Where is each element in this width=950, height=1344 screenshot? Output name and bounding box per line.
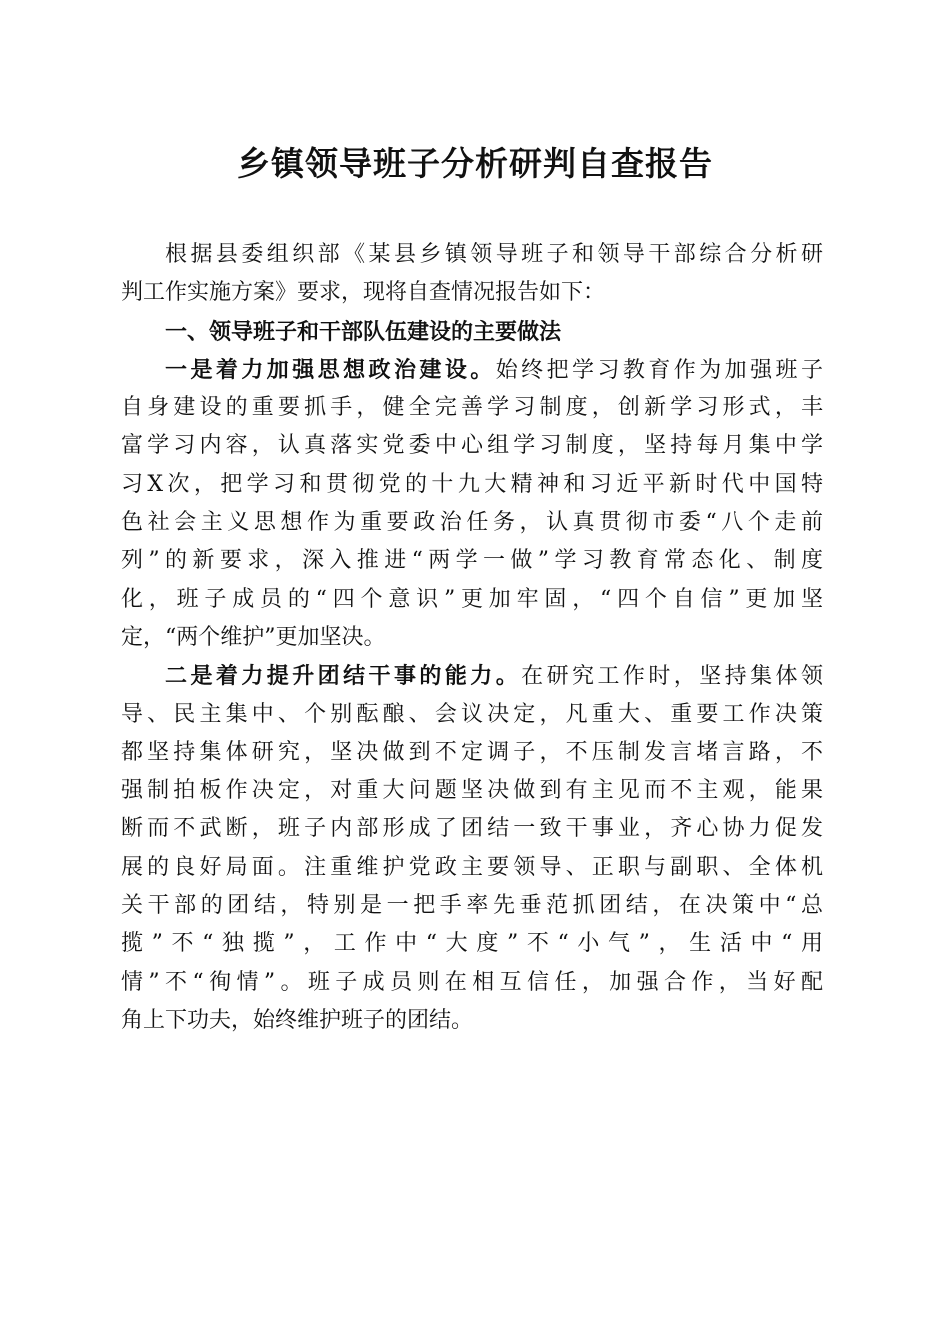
text-line: 导、民主集中、个别酝酿、会议决定，凡重大、重要工作决策 — [121, 701, 823, 727]
text-line: 色社会主义思想作为重要政治任务，认真贯彻市委“八个走前 — [121, 510, 823, 536]
paragraph-intro — [121, 236, 823, 313]
text-line: 展的良好局面。注重维护党政主要领导、正职与副职、全体机 — [121, 854, 823, 880]
paragraph-lead: 二是着力提升团结干事的能力。 — [165, 663, 522, 690]
text-line: 断而不武断，班子内部形成了团结一致干事业，齐心协力促发 — [121, 816, 823, 842]
text-line: 强制拍板作决定，对重大问题坚决做到有主见而不主观，能果 — [121, 778, 823, 804]
text-line: 根据县委组织部《某县乡镇领导班子和领导干部综合分析研 — [165, 242, 823, 267]
text-line: 情”不“徇情”。班子成员则在相互信任，加强合作，当好配 — [121, 969, 823, 995]
text-line: 化，班子成员的“四个意识”更加牢固，“四个自信”更加坚 — [121, 586, 823, 612]
text-line: 习X次，把学习和贯彻党的十九大精神和习近平新时代中国特 — [121, 471, 823, 497]
text-line: 列”的新要求，深入推进“两学一做”学习教育常态化、制度 — [121, 548, 823, 574]
text-line: 富学习内容，认真落实党委中心组学习制度，坚持每月集中学 — [121, 433, 823, 459]
text-line — [121, 351, 823, 389]
section-heading: 一、领导班子和干部队伍建设的主要做法 — [165, 318, 562, 345]
paragraph-ideology — [121, 351, 823, 657]
text-line: 判工作实施方案》要求，现将自查情况报告如下： — [121, 280, 606, 306]
text-line: 自身建设的重要抓手，健全完善学习制度，创新学习形式，丰 — [121, 395, 823, 421]
document-title: 乡镇领导班子分析研判自查报告 — [237, 144, 713, 183]
text-line: 角上下功夫，始终维护班子的团结。 — [121, 1007, 474, 1033]
paragraph-unity — [121, 657, 823, 1040]
text-line: 揽”不“独揽”，工作中“大度”不“小气”，生活中“用 — [121, 931, 823, 957]
document-body — [121, 236, 823, 1040]
text-span: 在研究工作时，坚持集体领 — [521, 664, 823, 690]
text-line — [121, 657, 823, 695]
text-line: 都坚持集体研究，坚决做到不定调子，不压制发言堵言路，不 — [121, 739, 823, 765]
text-span: 始终把学习教育作为加强班子 — [495, 357, 823, 383]
paragraph-lead: 一是着力加强思想政治建设。 — [165, 356, 496, 383]
text-line: 关干部的团结，特别是一把手率先垂范抓团结，在决策中“总 — [121, 893, 823, 919]
text-line: 定，“两个维护”更加坚决。 — [121, 624, 386, 650]
